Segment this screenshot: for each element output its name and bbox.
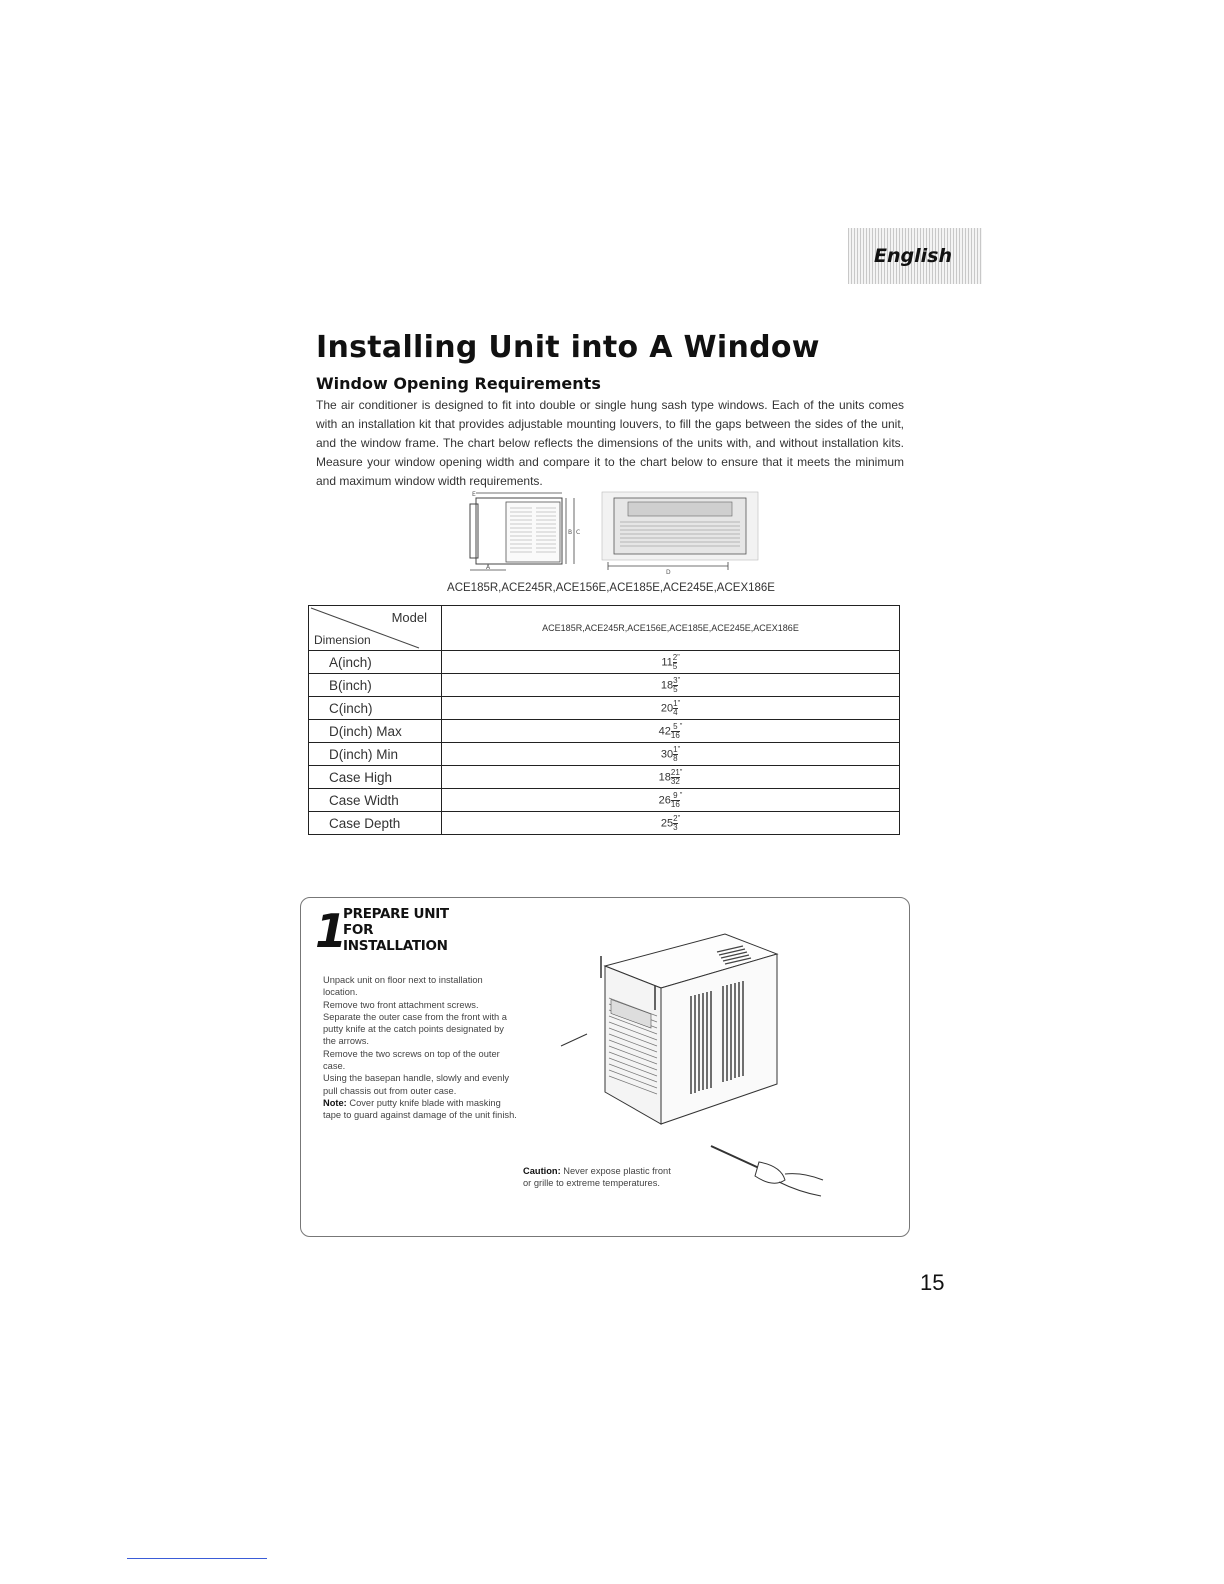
label-c: C	[576, 529, 581, 536]
row-label: B(inch)	[309, 674, 442, 697]
step-title-line3: INSTALLATION	[343, 938, 448, 954]
row-label: C(inch)	[309, 697, 442, 720]
header-models: ACE185R,ACE245R,ACE156E,ACE185E,ACE245E,ACEX186E	[442, 606, 900, 651]
label-d: D	[666, 569, 671, 576]
row-value: 30 $\frac{1}{8}$ "	[442, 743, 900, 766]
unit-side-view-diagram	[466, 490, 584, 576]
step-title	[343, 906, 449, 954]
table-row	[309, 766, 900, 789]
instruction-2: Remove two front attachment screws.	[323, 999, 479, 1010]
language-label: English	[874, 245, 952, 267]
page-title: Installing Unit into A Window	[316, 330, 820, 365]
table-row	[309, 720, 900, 743]
row-value: 20 $\frac{1}{4}$ "	[442, 697, 900, 720]
unit-front-view-diagram	[598, 490, 764, 576]
row-value: 18 $\frac{3}{5}$ "	[442, 674, 900, 697]
table-row	[309, 697, 900, 720]
row-label: D(inch) Min	[309, 743, 442, 766]
instruction-4: Remove the two screws on top of the outer case.	[323, 1048, 500, 1072]
row-label: D(inch) Max	[309, 720, 442, 743]
diagram-models-caption: ACE185R,ACE245R,ACE156E,ACE185E,ACE245E,ACEX186E	[447, 582, 775, 594]
instruction-1: Unpack unit on floor next to installation location.	[323, 975, 483, 998]
table-row	[309, 789, 900, 812]
step-title-line2: FOR	[343, 922, 374, 938]
label-a: A	[486, 564, 491, 571]
footer-rule	[127, 1558, 267, 1559]
note-label: Note:	[323, 1097, 347, 1108]
row-value: 25 $\frac{2}{3}$ "	[442, 812, 900, 835]
row-value: 26 $\frac{9}{16}$ "	[442, 789, 900, 812]
caution-text: Never expose plastic front or grille to extreme temperatures.	[523, 1166, 671, 1189]
label-b: B	[568, 529, 573, 536]
intro-paragraph: The air conditioner is designed to fit into double or single hung sash type windows. Each of the units comes with an installation kit that provides adjustable mounting louvers, to fill the gaps between the sides of the unit, and the window frame. The chart below reflects the dimensions of the units with, and without installation kits. Measure your window opening width and compare it to the chart below to ensure that it meets the minimum and maximum window width requirements.	[316, 398, 904, 488]
instruction-3: Separate the outer case from the front with a putty knife at the catch points designated by the arrows.	[323, 1011, 507, 1047]
row-label: Case Width	[309, 789, 442, 812]
caution-label: Caution:	[523, 1166, 561, 1176]
table-row	[309, 651, 900, 674]
table-row	[309, 674, 900, 697]
step-number: 1	[315, 904, 348, 958]
note-text: Cover putty knife blade with masking tape to guard against damage of the unit finish.	[323, 1097, 517, 1121]
row-label: Case Depth	[309, 812, 442, 835]
table-header-row	[309, 606, 900, 651]
table-row	[309, 743, 900, 766]
step-title-line1: PREPARE UNIT	[343, 906, 449, 922]
page-number: 15	[920, 1270, 945, 1295]
header-model: Model	[391, 610, 427, 625]
note	[323, 1097, 519, 1122]
step-instructions	[323, 974, 519, 1122]
row-label: Case High	[309, 766, 442, 789]
header-dimension: Dimension	[314, 633, 371, 647]
section-heading: Window Opening Requirements	[316, 374, 601, 393]
dimensions-table	[308, 605, 900, 835]
table-corner-cell	[309, 606, 442, 651]
instruction-5: Using the basepan handle, slowly and evenly pull chassis out from outer case.	[323, 1073, 510, 1096]
row-label: A(inch)	[309, 651, 442, 674]
caution-note	[523, 1165, 673, 1190]
language-tab	[848, 228, 982, 284]
step-1-panel	[300, 897, 910, 1237]
row-value: 42 $\frac{5}{16}$ "	[442, 720, 900, 743]
table-row	[309, 812, 900, 835]
row-value: 11 $\frac{2}{5}$ "	[442, 651, 900, 674]
row-value: 18 $\frac{21}{32}$ "	[442, 766, 900, 789]
label-e: E	[472, 491, 476, 498]
